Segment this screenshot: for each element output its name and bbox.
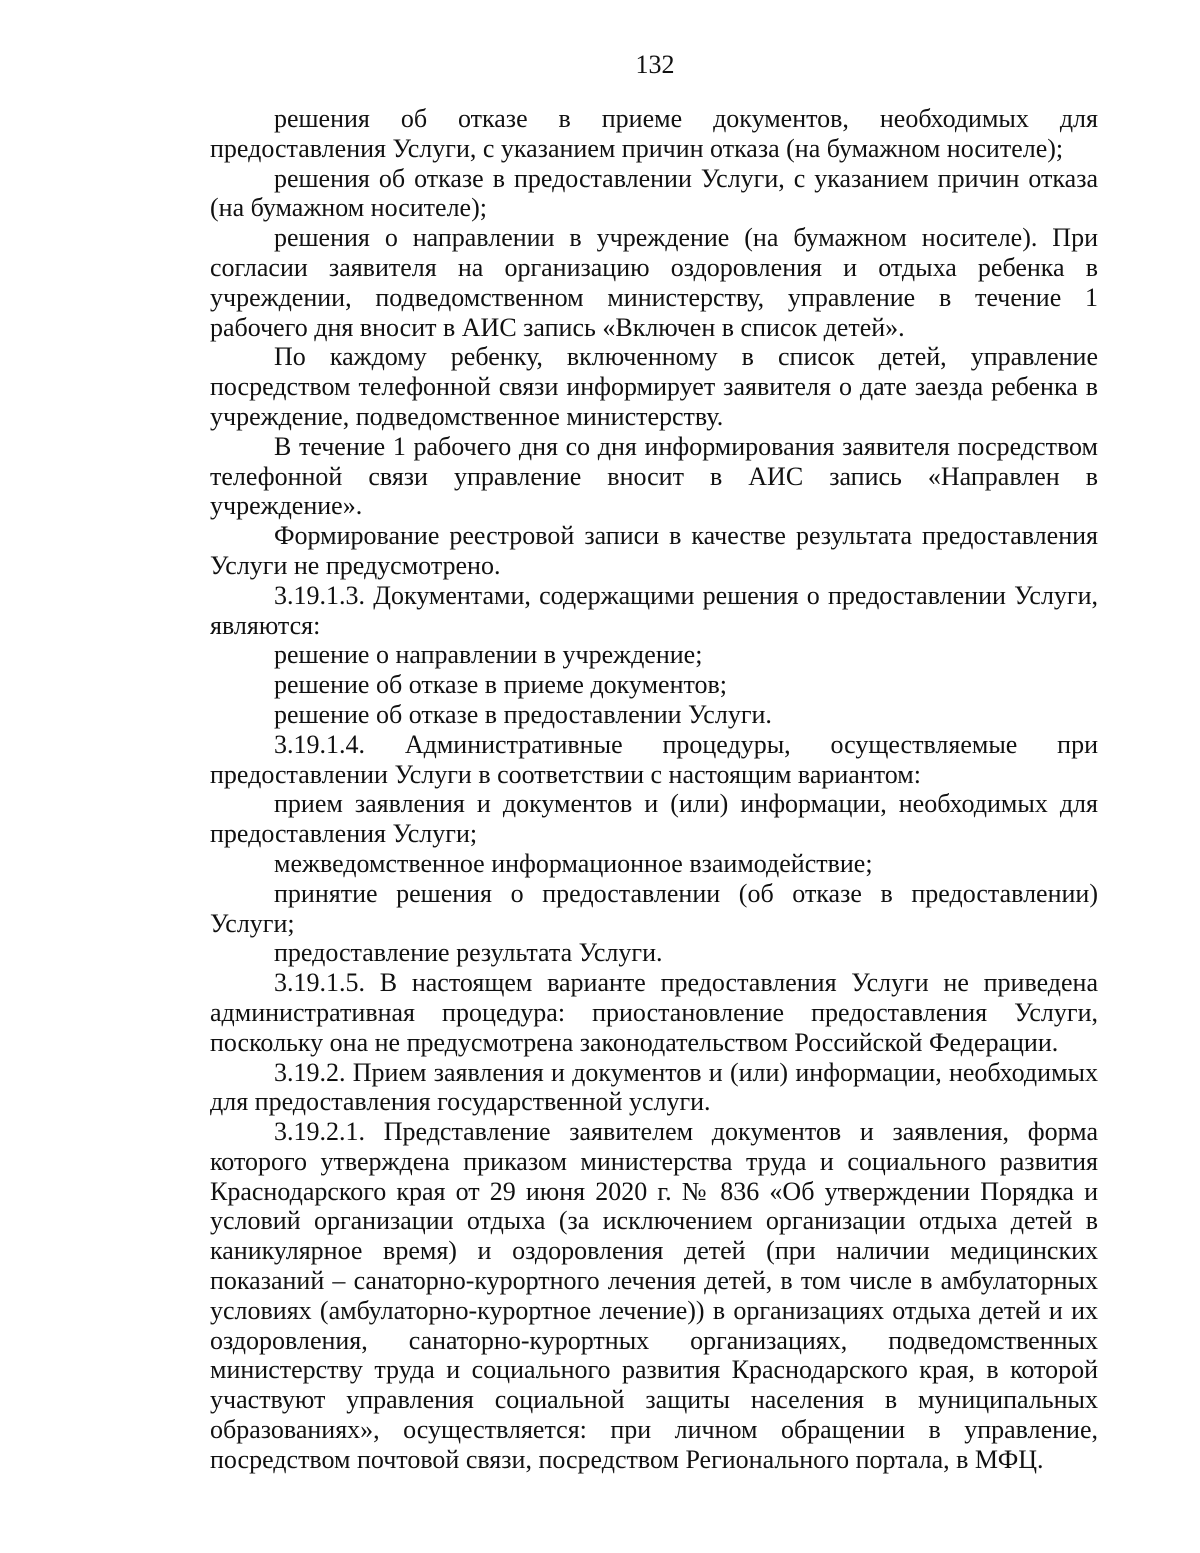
paragraph: решения об отказе в предоставлении Услуги, с указанием причин отказа (на бумажном носителе); [210, 163, 1098, 223]
paragraph: решение об отказе в предоставлении Услуги. [274, 699, 772, 729]
page-number: 132 [635, 50, 675, 79]
paragraph: 3.19.2.1. Представление заявителем документов и заявления, форма которого утверждена приказом министерства труда и социального развития Краснодарского края от 29 июня 2020 г. № 836 «Об утверждении Порядка и условий организации отдыха (за исключением организации отдыха детей в каникулярное время) и оздоровления детей (при наличии медицинских показаний – санаторно-курортного лечения детей, в том числе в амбулаторных условиях (амбулаторно-курортное лечение)) в организациях отдыха детей и их оздоровления, санаторно-курортных организациях, подведомственных министерству труда и социального развития Краснодарского края, в которой участвуют управления социальной защиты населения в муниципальных образованиях», осуществляется: при личном обращении в управление, посредством почтовой связи, посредством Регионального портала, в МФЦ. [210, 1117, 1098, 1474]
paragraph: прием заявления и документов и (или) информации, необходимых для предоставления Услуги; [210, 789, 1098, 849]
paragraph: принятие решения о предоставлении (об отказе в предоставлении) Услуги; [210, 878, 1098, 938]
paragraph: межведомственное информационное взаимодействие; [274, 848, 873, 878]
paragraph: решение о направлении в учреждение; [274, 640, 703, 670]
paragraph: предоставление результата Услуги. [274, 938, 663, 968]
paragraph: 3.19.1.3. Документами, содержащими решения о предоставлении Услуги, являются: [210, 580, 1098, 640]
paragraph: Формирование реестровой записи в качестве результата предоставления Услуги не предусмотрено. [210, 521, 1098, 580]
paragraph: 3.19.1.5. В настоящем варианте предоставления Услуги не приведена административная процедура: приостановление предоставления Услуги, поскольку она не предусмотрена законодательством Российской Федерации. [210, 968, 1098, 1057]
paragraph: 3.19.2. Прием заявления и документов и (или) информации, необходимых для предоставления государственной услуги. [210, 1057, 1098, 1117]
paragraph: В течение 1 рабочего дня со дня информирования заявителя посредством телефонной связи управление вносит в АИС запись «Направлен в учреждение». [210, 431, 1098, 521]
paragraph: решения о направлении в учреждение (на бумажном носителе). При согласии заявителя на организацию оздоровления и отдыха ребенка в учреждении, подведомственном министерству, управление в течение 1 рабочего дня вносит в АИС запись «Включен в список детей». [210, 223, 1098, 342]
paragraph: решение об отказе в приеме документов; [274, 670, 728, 700]
body-text [210, 104, 1098, 1475]
paragraph: По каждому ребенку, включенному в список детей, управление посредством телефонной связи информирует заявителя о дате заезда ребенка в учреждение, подведомственное министерству. [210, 342, 1098, 431]
paragraph: 3.19.1.4. Административные процедуры, осуществляемые при предоставлении Услуги в соответствии с настоящим вариантом: [210, 729, 1098, 789]
paragraph: решения об отказе в приеме документов, необходимых для предоставления Услуги, с указанием причин отказа (на бумажном носителе); [210, 104, 1098, 163]
